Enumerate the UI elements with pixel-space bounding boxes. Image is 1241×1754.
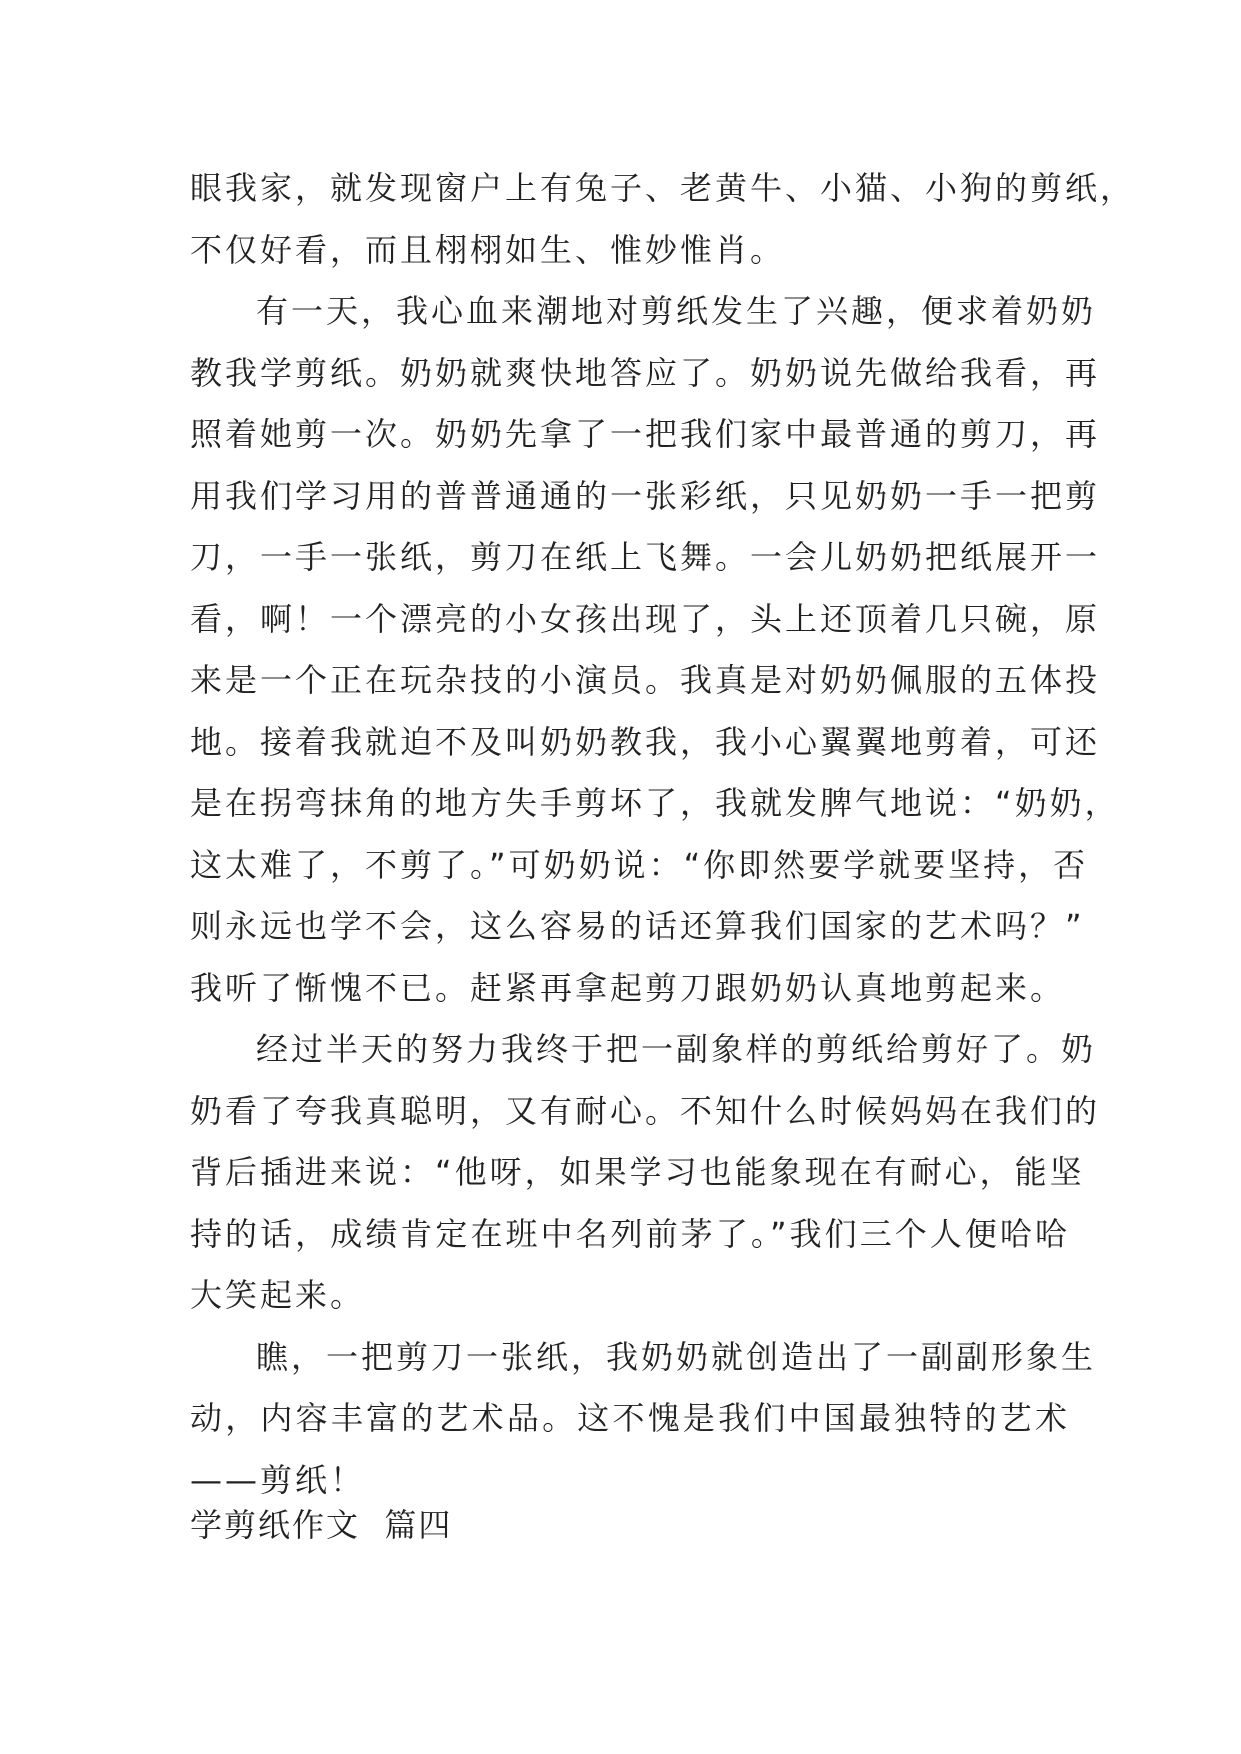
text-line: 背后插进来说：“他呀，如果学习也能象现在有耐心，能坚 [190, 1153, 1085, 1191]
text-line: 这太难了，不剪了。”可奶奶说：“你即然要学就要坚持，否 [190, 845, 1089, 884]
text-line: 我听了惭愧不已。赶紧再拿起剪刀跟奶奶认真地剪起来。 [190, 968, 1066, 1007]
text-line: 地。接着我就迫不及叫奶奶教我，我小心翼翼地剪着，可还 [190, 722, 1101, 761]
text-line: 动，内容丰富的艺术品。这不愧是我们中国最独特的艺术 [190, 1399, 1070, 1437]
text-line: 持的话，成绩肯定在班中名列前茅了。”我们三个人便哈哈 [190, 1214, 1070, 1253]
text-line: 奶看了夸我真聪明，又有耐心。不知什么时候妈妈在我们的 [190, 1091, 1101, 1130]
text-line: 瞧，一把剪刀一张纸，我奶奶就创造出了一副副形象生 [256, 1337, 1097, 1376]
text-line: 刀，一手一张纸，剪刀在纸上飞舞。一会儿奶奶把纸展开一 [190, 538, 1101, 576]
text-line: 是在拐弯抹角的地方失手剪坏了，我就发脾气地说：“奶奶， [190, 784, 1120, 822]
text-line: 用我们学习用的普普通通的一张彩纸，只见奶奶一手一把剪 [190, 476, 1101, 515]
essay-body [190, 158, 1136, 1511]
text-line: 看，啊！一个漂亮的小女孩出现了，头上还顶着几只碗，原 [190, 599, 1101, 638]
text-line: 来是一个正在玩杂技的小演员。我真是对奶奶佩服的五体投 [190, 661, 1101, 699]
section-heading: 学剪纸作文 篇四 [190, 1506, 453, 1544]
text-line: 眼我家，就发现窗户上有兔子、老黄牛、小猫、小狗的剪纸， [190, 169, 1136, 207]
text-line: 则永远也学不会，这么容易的话还算我们国家的艺术吗？” [190, 907, 1085, 945]
text-line: 大笑起来。 [190, 1276, 366, 1314]
text-line: 有一天，我心血来潮地对剪纸发生了兴趣，便求着奶奶 [256, 292, 1097, 330]
text-line: 照着她剪一次。奶奶先拿了一把我们家中最普通的剪刀，再 [190, 415, 1101, 453]
text-line: 经过半天的努力我终于把一副象样的剪纸给剪好了。奶 [256, 1030, 1097, 1068]
text-line: 教我学剪纸。奶奶就爽快地答应了。奶奶说先做给我看，再 [190, 353, 1101, 392]
text-line: ——剪纸！ [190, 1460, 366, 1499]
text-line: 不仅好看，而且栩栩如生、惟妙惟肖。 [190, 230, 786, 269]
